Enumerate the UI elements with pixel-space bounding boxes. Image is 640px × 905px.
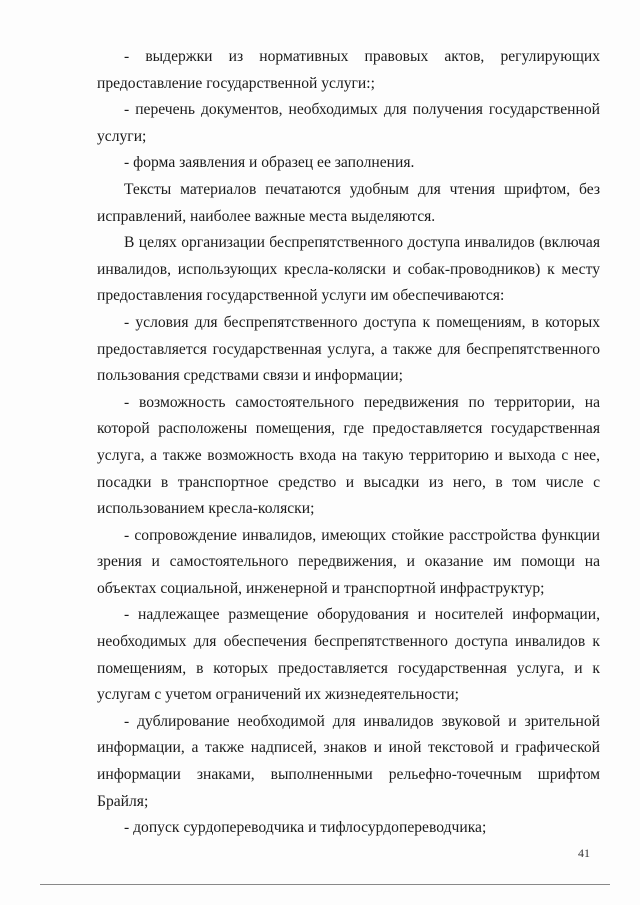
paragraph-premises-access: - условия для беспрепятственного доступа к помещениям, в которых предоставляется государственная услуга, а также для беспрепятственного пользования средствами связи и информации; xyxy=(97,313,600,385)
paragraph-accessibility-intro: В целях организации беспрепятственного доступа инвалидов (включая инвалидов, использующих кресла-коляски и собак-проводников) к месту предоставления государственной услуги им обеспечиваются: xyxy=(97,234,600,305)
paragraph-escort-assistance: - сопровождение инвалидов, имеющих стойкие расстройства функции зрения и самостоятельного передвижения, и оказание им помощи на объектах социальной, инженерной и транспортной инфраструктур; xyxy=(97,526,600,597)
paragraph-legal-excerpts: - выдержки из нормативных правовых актов, регулирующих предоставление государственной услуги:; xyxy=(97,48,600,92)
paragraph-equipment-placement: - надлежащее размещение оборудования и носителей информации, необходимых для обеспечения беспрепятственного доступа инвалидов к помещениям, в которых предоставляется государственная услуга, и к услугам с учетом ограничений их жизнедеятельности; xyxy=(97,606,600,704)
page-number: 41 xyxy=(578,846,590,860)
bottom-divider xyxy=(40,884,610,885)
document-body xyxy=(97,44,600,842)
paragraph-sign-interpreter: - допуск сурдопереводчика и тифлосурдопереводчика; xyxy=(124,819,487,837)
paragraph-territory-movement: - возможность самостоятельного передвижения по территории, на которой расположены помещения, где предоставляется государственная услуга, а также возможность входа на такую территорию и выхода с нее, посадки в транспортное средство и высадки из него, в том числе с использованием кресла-коляски; xyxy=(97,393,600,518)
paragraph-braille-duplication: - дублирование необходимой для инвалидов звуковой и зрительной информации, а также надписей, знаков и иной текстовой и графической информации знаками, выполненными рельефно-точечным шрифтом Брайля; xyxy=(97,712,600,810)
paragraph-printed-texts: Тексты материалов печатаются удобным для чтения шрифтом, без исправлений, наиболее важные места выделяются. xyxy=(97,180,600,225)
paragraph-documents-list: - перечень документов, необходимых для получения государственной услуги; xyxy=(97,101,600,145)
paragraph-application-form: - форма заявления и образец ее заполнения. xyxy=(124,154,415,172)
